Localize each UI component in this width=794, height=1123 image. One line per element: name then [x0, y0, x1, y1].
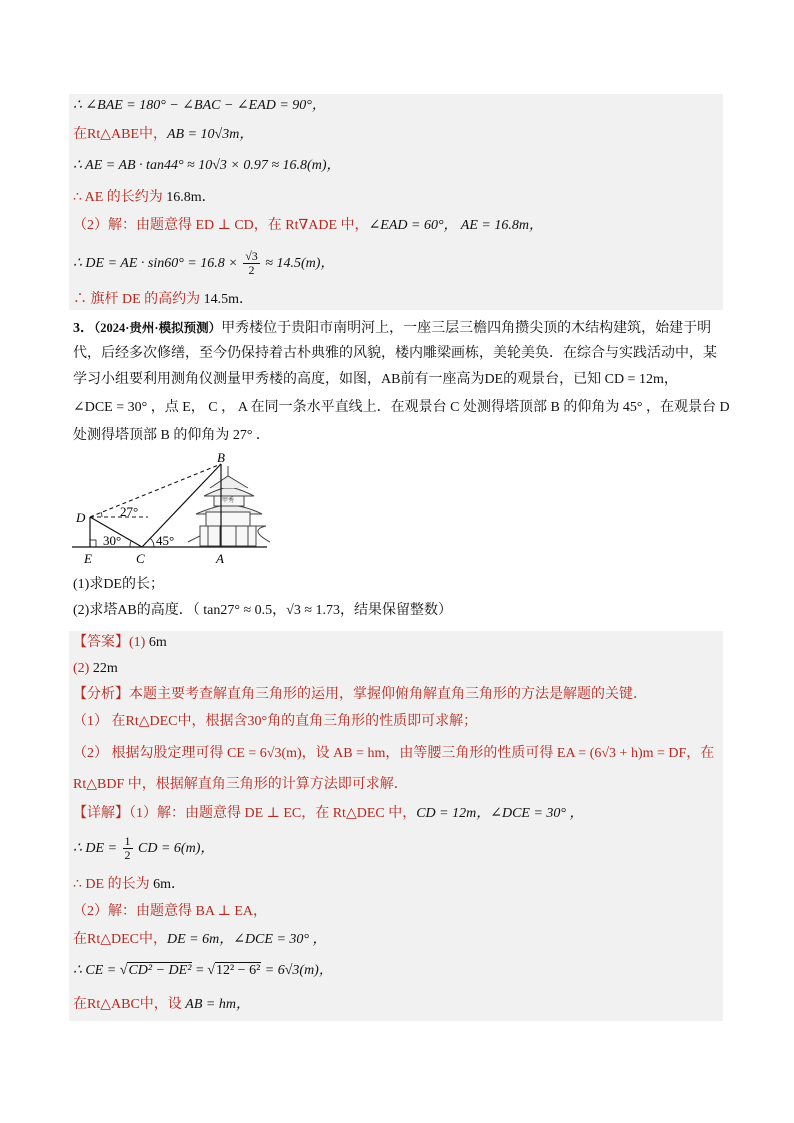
angle-label-30: 30° [103, 533, 122, 548]
detail-line-7: 在Rt△ABC中，设 AB = hm， [73, 997, 250, 1012]
point-label-d: D [76, 510, 86, 525]
top-line-6: ∴ DE = AE · sin60° = 16.8 × $\frac{√3}{2}$ ≈ 14.5(m)， [73, 249, 335, 278]
angle-label-27: 27° [120, 504, 139, 519]
sqrt-radicand-2: 12² − 6² [215, 963, 261, 978]
detail-line-4: （2）解：由题意得 BA ⊥ EA， [73, 904, 268, 919]
point-label-c: C [136, 551, 145, 566]
point-label-b: B [217, 450, 225, 465]
top-line-5: （2）解：由题意得 ED ⊥ CD，在 Rt∇ADE 中，∠EAD = 60°， AE = 16.8m， [73, 218, 543, 233]
geometry-figure [70, 450, 270, 568]
question-line-5: 处测得塔顶部 B 的仰角为 27° ． [73, 428, 270, 443]
question-line-3: 学习小组要利用测角仪测量甲秀楼的高度，如图，AB前有一座高为DE的观景台，已知 CD = 12m， [73, 372, 678, 387]
pagoda-icon [188, 466, 270, 546]
point-label-e: E [84, 551, 92, 566]
angle-label-45: 45° [156, 533, 175, 548]
sub-question-1: (1)求DE的长； [73, 577, 164, 592]
analysis-line: 【分析】本题主要考查解直角三角形的运用，掌握仰俯角解直角三角形的方法是解题的关键． [73, 687, 647, 702]
detail-line-5: 在Rt△DEC中，DE = 6m，∠DCE = 30° ， [73, 932, 327, 947]
answer-line-1: 【答案】(1) 6m [73, 635, 167, 650]
analysis-point-2-cont: Rt△BDF 中，根据解直角三角形的计算方法即可求解． [73, 777, 408, 792]
sub-question-2: (2)求塔AB的高度．（ tan27° ≈ 0.5，√3 ≈ 1.73，结果保留整数） [73, 603, 453, 618]
pagoda-plaque: 甲秀 [222, 498, 235, 504]
answer-line-2: (2) 22m [73, 661, 118, 676]
detail-line-6: ∴ CE = √CD² − DE² = √12² − 6² = 6√3(m)， [73, 963, 333, 978]
detail-line-1: 【详解】（1）解：由题意得 DE ⊥ EC，在 Rt△DEC 中，CD = 12m，∠DCE = 30° ， [73, 806, 584, 821]
analysis-point-1: （1） 在Rt△DEC中，根据含30°角的直角三角形的性质即可求解； [73, 714, 478, 729]
fraction-one-half: $\frac{1}{2}$ [124, 834, 131, 863]
top-line-2: 在Rt△ABE中，AB = 10√3m， [73, 127, 254, 142]
top-line-4: ∴ AE 的长约为 16.8m． [73, 190, 216, 205]
fraction-sqrt3-over-2: $\frac{√3}{2}$ [245, 249, 258, 278]
sqrt-radicand-1: CD² − DE² [128, 963, 192, 978]
question-line-1: 3．（2024·贵州·模拟预测）甲秀楼位于贵阳市南明河上，一座三层三檐四角攒尖顶的木结构建筑，始建于明 [73, 321, 712, 336]
point-label-a: A [216, 551, 224, 566]
question-line-4: ∠DCE = 30° ，点 E， C ， A 在同一条水平直线上．在观景台 C 处测得塔顶部 B 的仰角为 45° ，在观景台 D [73, 400, 730, 415]
detail-line-2: ∴ DE = $\frac{1}{2}$ CD = 6(m)， [73, 834, 215, 863]
question-line-2: 代，后经多次修缮，至今仍保持着古朴典雅的风貌，楼内雕梁画栋，美轮美奂．在综合与实践活动中，某 [73, 346, 717, 361]
top-line-1: ∴ ∠BAE = 180° − ∠BAC − ∠EAD = 90°， [73, 98, 326, 113]
top-line-7: ∴ 旗杆 DE 的高约为 14.5m． [73, 292, 254, 307]
detail-line-3: ∴ DE 的长为 6m． [73, 877, 185, 892]
top-line-3: ∴ AE = AB · tan44° ≈ 10√3 × 0.97 ≈ 16.8(m)， [73, 158, 341, 173]
analysis-point-2: （2） 根据勾股定理可得 CE = 6√3(m)，设 AB = hm，由等腰三角形的性质可得 EA = (6√3 + h)m = DF，在 [73, 746, 715, 761]
